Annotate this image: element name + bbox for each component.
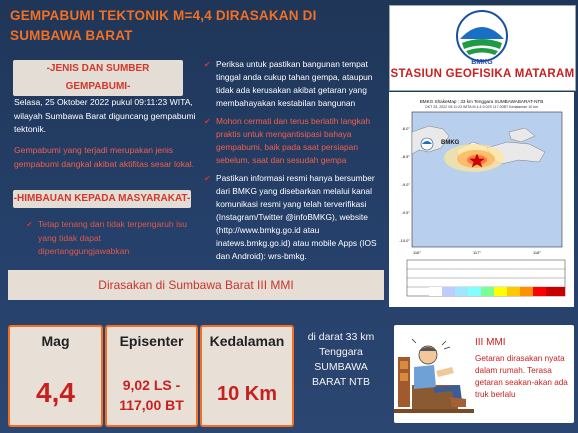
bmkg-logo-text: BMKG [471, 59, 493, 66]
shakemap-subtitle: OKT 25, 2022 09:11:23 WITA M 4.4 9.02S 117.00BT Kedalaman 10 km [424, 105, 539, 109]
lon-tick-label: 116° [413, 250, 421, 255]
appeal-list-left [26, 218, 194, 259]
epicenter-latitude: 9,02 LS - [122, 377, 181, 393]
magnitude-card [8, 325, 103, 427]
lon-tick-label: 117° [473, 250, 481, 255]
station-name: STASIUN GEOFISIKA MATARAM [390, 68, 575, 80]
person-in-chair-illustration-icon [394, 327, 474, 423]
depth-value: 10 Km [216, 383, 278, 405]
lon-tick-label: 118° [533, 250, 541, 255]
epicenter-location: di darat 33 km Tenggara SUMBAWA BARAT NTB [307, 331, 375, 388]
epicenter-longitude: 117,00 BT [119, 397, 184, 413]
lat-tick-label: -10.0° [399, 238, 410, 243]
appeal-list-right [204, 58, 386, 268]
section-label-source: -JENIS DAN SUMBER GEMPABUMI- [13, 60, 183, 96]
mmi-description: Getaran dirasakan nyata dalam rumah. Terasa getaran seakan-akan ada truk berlalu [475, 354, 568, 399]
shakemap-panel [389, 92, 574, 307]
shakemap-title: BMKG ShakeMap : 33 km Tenggara SUMBAWABARAT-NTB [419, 99, 544, 104]
depth-label: Kedalaman [209, 333, 285, 349]
page-title: GEMPABUMI TEKTONIK M=4,4 DIRASAKAN DI SUMBAWA BARAT [10, 8, 317, 43]
shakemap-image [389, 92, 574, 307]
bmkg-logo-panel [389, 5, 576, 91]
epicenter-label: Episenter [119, 333, 184, 349]
section-label-appeal: -HIMBAUAN KEPADA MASYARAKAT- [13, 190, 191, 208]
epicenter-card [105, 325, 198, 427]
lat-tick-label: -8.5° [401, 154, 410, 159]
lat-tick-label: -8.0° [401, 126, 410, 131]
felt-intensity-banner: Dirasakan di Sumbawa Barat III MMI [8, 270, 384, 300]
mmi-level: III MMI [475, 337, 506, 348]
lat-tick-label: -9.5° [401, 210, 410, 215]
quake-type-description: Gempabumi yang terjadi merupakan jenis gempabumi dangkal akibat aktifitas sesar lokal. [14, 145, 195, 169]
appeal-item: ✔ Mohon cermati dan terus berlatih langkah praktis untuk mengantisipasi bahaya gempabumi, baik pada saat persiapan sebelum, saat dan sesudah gempa [204, 115, 386, 167]
magnitude-label: Mag [41, 333, 70, 349]
depth-card [200, 325, 294, 427]
event-description: Selasa, 25 Oktober 2022 pukul 09:11:23 WITA, wilayah Sumbawa Barat diguncang gempabumi tektonik. [14, 97, 196, 134]
appeal-item: ✔ Pastikan informasi resmi hanya bersumber dari BMKG yang disebarkan melalui kanal komunikasi resmi yang telah terverifikasi (Instagram/Twitter @infoBMKG), website (http://www.bmkg.go.id atau inatews.bmkg.go.id) atau mobile Apps (IOS dan Android): wrs-bmkg. [204, 172, 386, 263]
bmkg-logo-icon [452, 9, 512, 67]
mmi-panel [394, 325, 574, 423]
lat-tick-label: -9.0° [401, 182, 410, 187]
shakemap-logo-text: BMKG [441, 140, 460, 146]
appeal-item: ✔ Periksa untuk pastikan bangunan tempat tinggal anda cukup tahan gempa, ataupun tidak ada kerusakan akibat getaran yang membahayakan kestabilan bangunan [204, 58, 386, 110]
appeal-item: ✔ Tetap tenang dan tidak terpengaruh isu yang tidak dapat dipertanggungjawabkan [26, 218, 194, 259]
magnitude-value: 4,4 [36, 377, 75, 408]
